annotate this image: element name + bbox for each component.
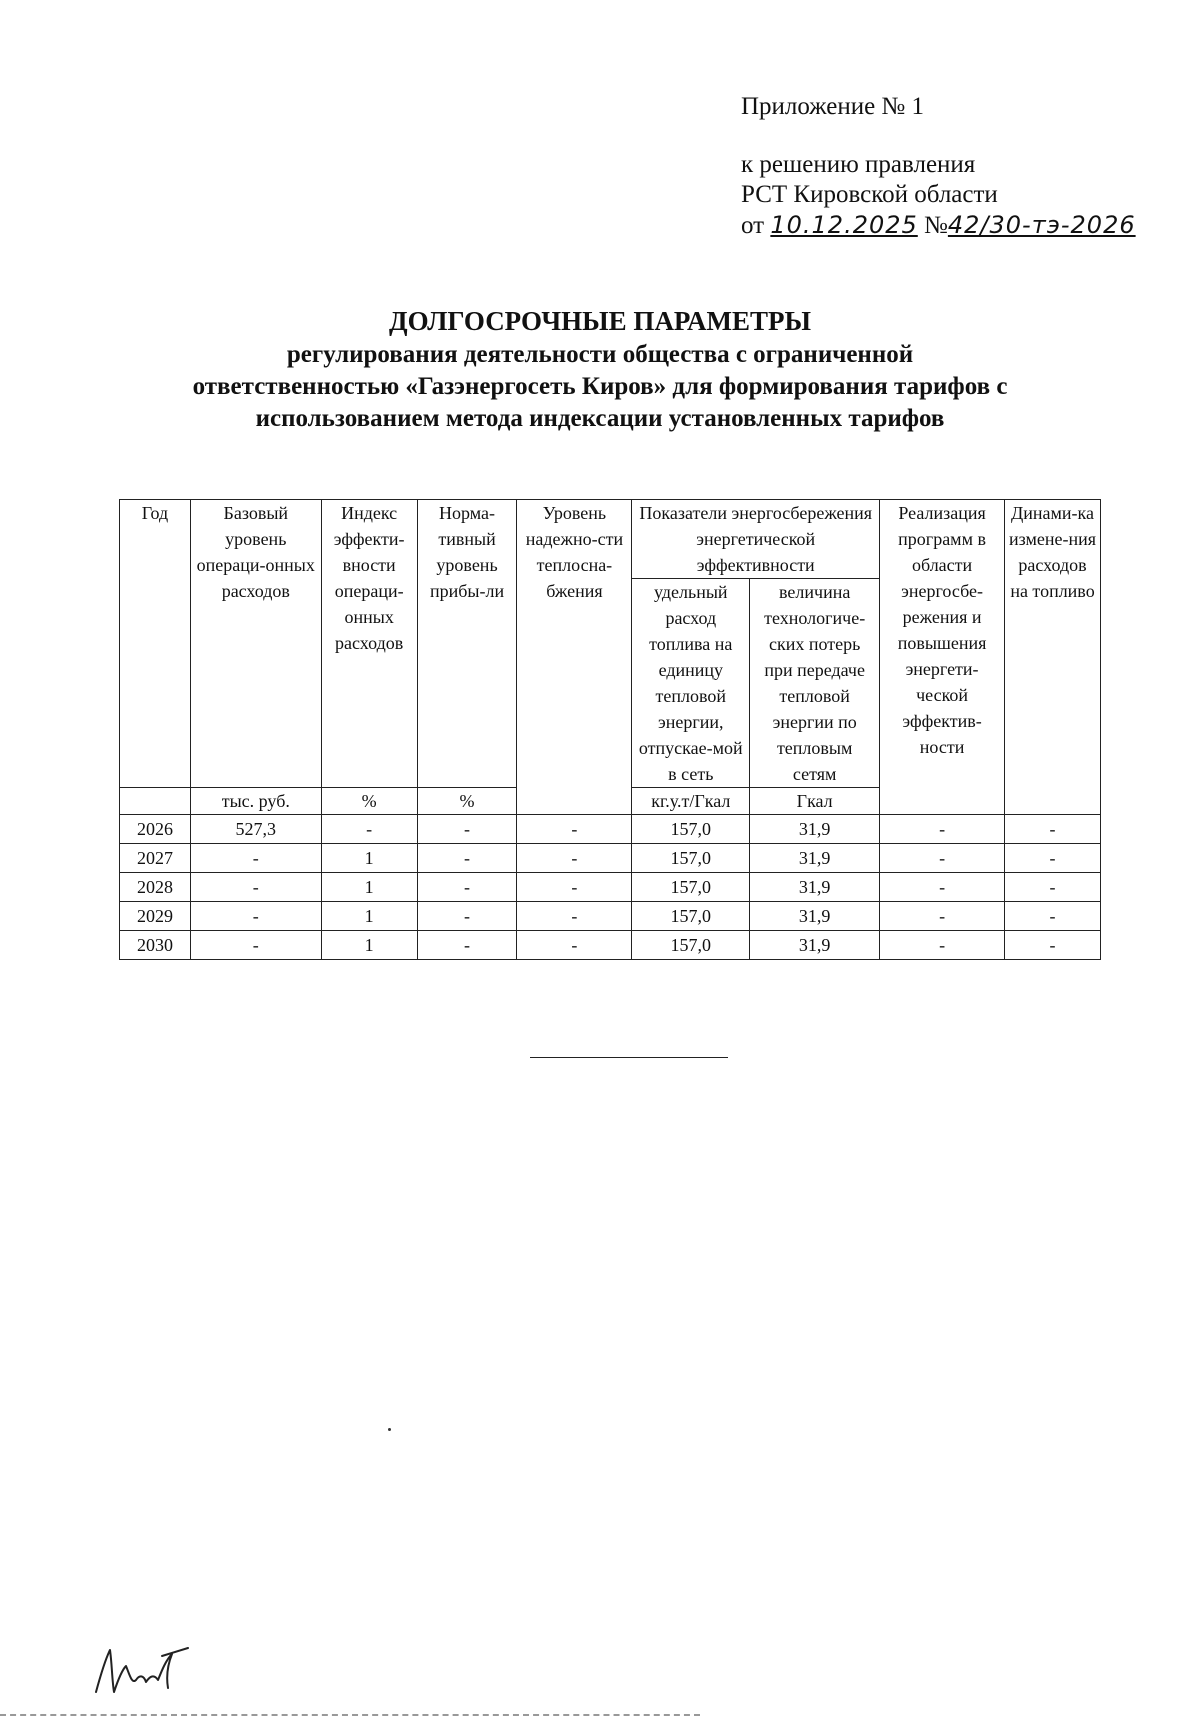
title-main: ДОЛГОСРОЧНЫЕ ПАРАМЕТРЫ [389, 306, 811, 336]
cell-fuel: 157,0 [632, 815, 750, 844]
decision-date-line [741, 210, 1136, 241]
cell-year: 2029 [120, 902, 191, 931]
header-efficiency-index: Индекс эффекти-вности операци-онных расходов [321, 500, 417, 788]
cell-fuel: 157,0 [632, 844, 750, 873]
unit-profit-level: % [417, 788, 517, 815]
table-row [120, 902, 1101, 931]
header-profit-level: Норма-тивный уровень прибы-ли [417, 500, 517, 788]
cell-year: 2030 [120, 931, 191, 960]
cell-index: 1 [321, 873, 417, 902]
cell-programs: - [880, 815, 1005, 844]
cell-fuel: 157,0 [632, 902, 750, 931]
cell-reliability: - [517, 902, 632, 931]
cell-fuel: 157,0 [632, 931, 750, 960]
cell-losses: 31,9 [750, 902, 880, 931]
table-row [120, 931, 1101, 960]
unit-specific-fuel: кг.у.т/Гкал [632, 788, 750, 815]
cell-programs: - [880, 931, 1005, 960]
stray-dot [388, 1428, 391, 1431]
decision-number: 42/30-тэ-2026 [947, 211, 1136, 239]
cell-profit: - [417, 815, 517, 844]
header-fuel-dynamics: Динами-ка измене-ния расходов на топливо [1005, 500, 1101, 815]
cell-fuel: 157,0 [632, 873, 750, 902]
cell-programs: - [880, 873, 1005, 902]
cell-base: - [190, 873, 321, 902]
parameters-table [119, 499, 1101, 960]
cell-base: - [190, 931, 321, 960]
cell-profit: - [417, 931, 517, 960]
header-year: Год [120, 500, 191, 788]
document-title [150, 305, 1050, 435]
appendix-header [741, 92, 1136, 241]
header-losses: величина технологиче-ских потерь при передаче тепловой энергии по тепловым сетям [750, 579, 880, 788]
table-row [120, 873, 1101, 902]
cell-losses: 31,9 [750, 931, 880, 960]
cell-reliability: - [517, 815, 632, 844]
unit-losses: Гкал [750, 788, 880, 815]
from-prefix: от [741, 212, 765, 239]
unit-base-level: тыс. руб. [190, 788, 321, 815]
cell-year: 2027 [120, 844, 191, 873]
cell-index: - [321, 815, 417, 844]
cell-dynamics: - [1005, 844, 1101, 873]
header-reliability: Уровень надежно-сти теплосна-бжения [517, 500, 632, 815]
cell-dynamics: - [1005, 815, 1101, 844]
cell-base: - [190, 902, 321, 931]
cell-losses: 31,9 [750, 815, 880, 844]
appendix-label: Приложение № 1 [741, 93, 925, 120]
decision-line-2: РСТ Кировской области [741, 181, 998, 208]
cell-year: 2028 [120, 873, 191, 902]
cell-dynamics: - [1005, 873, 1101, 902]
decision-date: 10.12.2025 [770, 211, 918, 239]
table-header-row-1 [120, 500, 1101, 579]
cell-dynamics: - [1005, 931, 1101, 960]
decision-line-1: к решению правления [741, 151, 976, 178]
cell-index: 1 [321, 902, 417, 931]
cell-reliability: - [517, 931, 632, 960]
cell-profit: - [417, 902, 517, 931]
cell-index: 1 [321, 931, 417, 960]
header-specific-fuel: удельный расход топлива на единицу тепловой энергии, отпускае-мой в сеть [632, 579, 750, 788]
cell-dynamics: - [1005, 902, 1101, 931]
cell-base: 527,3 [190, 815, 321, 844]
page-edge-dashes [0, 1714, 700, 1716]
cell-profit: - [417, 873, 517, 902]
cell-losses: 31,9 [750, 844, 880, 873]
title-subtitle: регулирования деятельности общества с ограниченной ответственностью «Газэнергосеть Киров» для формирования тарифов с использованием метода индексации установленных тарифов [192, 341, 1008, 432]
unit-year [120, 788, 191, 815]
table-row [120, 815, 1101, 844]
header-base-level: Базовый уровень операци-онных расходов [190, 500, 321, 788]
end-separator-line [530, 1057, 728, 1058]
cell-profit: - [417, 844, 517, 873]
cell-programs: - [880, 902, 1005, 931]
unit-efficiency-index: % [321, 788, 417, 815]
cell-programs: - [880, 844, 1005, 873]
header-energy-group: Показатели энергосбережения энергетической эффективности [632, 500, 880, 579]
cell-reliability: - [517, 873, 632, 902]
cell-reliability: - [517, 844, 632, 873]
cell-base: - [190, 844, 321, 873]
cell-losses: 31,9 [750, 873, 880, 902]
number-prefix: № [924, 212, 948, 239]
cell-index: 1 [321, 844, 417, 873]
table-row [120, 844, 1101, 873]
signature-mark [92, 1640, 202, 1700]
cell-year: 2026 [120, 815, 191, 844]
header-programs: Реализация программ в области энергосбе-режения и повышения энергети-ческой эффектив-ности [880, 500, 1005, 815]
